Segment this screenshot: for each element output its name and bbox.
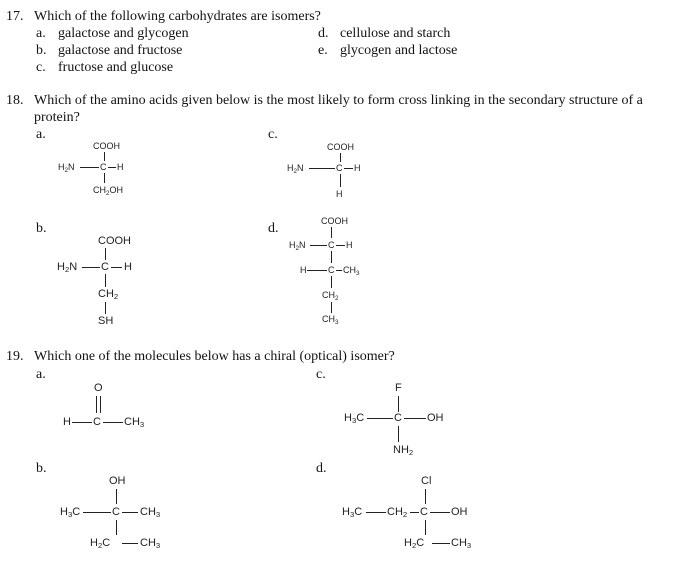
q17-option-e: glycogen and lactose — [340, 43, 458, 58]
q19-label-a: a. — [36, 367, 46, 382]
q17-option-b: galactose and fructose — [58, 43, 183, 58]
q17-option-d: cellulose and starch — [340, 26, 451, 41]
mol-label: $CH_2OH$ — [93, 185, 124, 197]
mol-label: Cl — [421, 475, 432, 487]
mol-label: SH — [98, 315, 114, 327]
mol-label: $CH_3$ — [343, 265, 360, 277]
q17-option-c-letter: c. — [36, 60, 46, 75]
mol-label: COOH — [93, 141, 120, 151]
mol-label: $CH_3$ — [140, 506, 161, 519]
mol-label: $CH_3$ — [451, 537, 472, 550]
q17-option-c: fructose and glucose — [58, 60, 174, 75]
mol-label: $CH_3$ — [124, 416, 145, 429]
q18-label-c: c. — [268, 127, 278, 142]
mol-label: OH — [109, 475, 126, 487]
q19-label-b: b. — [36, 461, 47, 476]
mol-label: H — [346, 240, 353, 250]
mol-label: H — [354, 163, 361, 173]
mol-label: C — [420, 506, 428, 518]
mol-label: $H_3C$ — [344, 412, 365, 425]
mol-label: H — [300, 265, 307, 275]
mol-label: C — [100, 162, 107, 172]
mol-label: $CH_3$ — [322, 314, 339, 326]
q18-number: 18. — [6, 93, 24, 108]
mol-label: COOH — [327, 142, 354, 152]
mol-label: C — [93, 416, 101, 428]
q19-label-c: c. — [316, 367, 326, 382]
q17-option-b-letter: b. — [36, 43, 47, 58]
mol-label: C — [336, 163, 343, 173]
q17-option-a: galactose and glycogen — [58, 26, 189, 41]
q18-label-b: b. — [36, 221, 47, 236]
q18-label-d: d. — [268, 221, 279, 236]
mol-label: $CH_2$ — [98, 288, 119, 301]
mol-label: C — [328, 240, 335, 250]
mol-label: COOH — [98, 235, 131, 247]
q18-question-line2: protein? — [34, 110, 80, 125]
mol-label: $H_2N$ — [289, 240, 306, 252]
mol-label: COOH — [321, 216, 348, 226]
mol-label: $H_3C$ — [60, 506, 81, 519]
mol-label: C — [328, 265, 335, 275]
q17-option-d-letter: d. — [318, 26, 329, 41]
q19-question: Which one of the molecules below has a chiral (optical) isomer? — [34, 349, 395, 364]
mol-label: H — [124, 261, 132, 273]
q17-option-a-letter: a. — [36, 26, 46, 41]
mol-label: $H_3C$ — [342, 506, 363, 519]
mol-label: OH — [451, 506, 468, 518]
mol-label: $H_2N$ — [57, 261, 78, 274]
mol-label: $H_2N$ — [58, 162, 75, 174]
mol-label: C — [394, 412, 402, 424]
q18-label-a: a. — [36, 127, 46, 142]
q17-question: Which of the following carbohydrates are isomers? — [34, 9, 321, 24]
mol-label: O — [94, 382, 103, 394]
mol-label: F — [395, 382, 402, 394]
mol-label: $NH_2$ — [393, 444, 414, 457]
mol-label: $CH_2$ — [387, 506, 408, 519]
mol-label: $CH_2$ — [322, 290, 339, 302]
mol-label: $H_2C$ — [90, 537, 111, 550]
mol-label: $CH_3$ — [140, 537, 161, 550]
mol-label: $H_2N$ — [287, 163, 304, 175]
q19-label-d: d. — [316, 461, 327, 476]
q17-option-e-letter: e. — [318, 43, 328, 58]
q19-number: 19. — [6, 349, 24, 364]
mol-label: H — [117, 162, 124, 172]
q18-question-line1: Which of the amino acids given below is the most likely to form cross linking in the secondary structure of a — [34, 93, 643, 108]
mol-label: C — [112, 506, 120, 518]
q17-number: 17. — [6, 9, 24, 24]
mol-label: C — [101, 261, 109, 273]
mol-label: $H_2C$ — [404, 537, 425, 550]
mol-label: OH — [427, 412, 444, 424]
mol-label: H — [63, 416, 71, 428]
mol-label: H — [336, 189, 343, 199]
